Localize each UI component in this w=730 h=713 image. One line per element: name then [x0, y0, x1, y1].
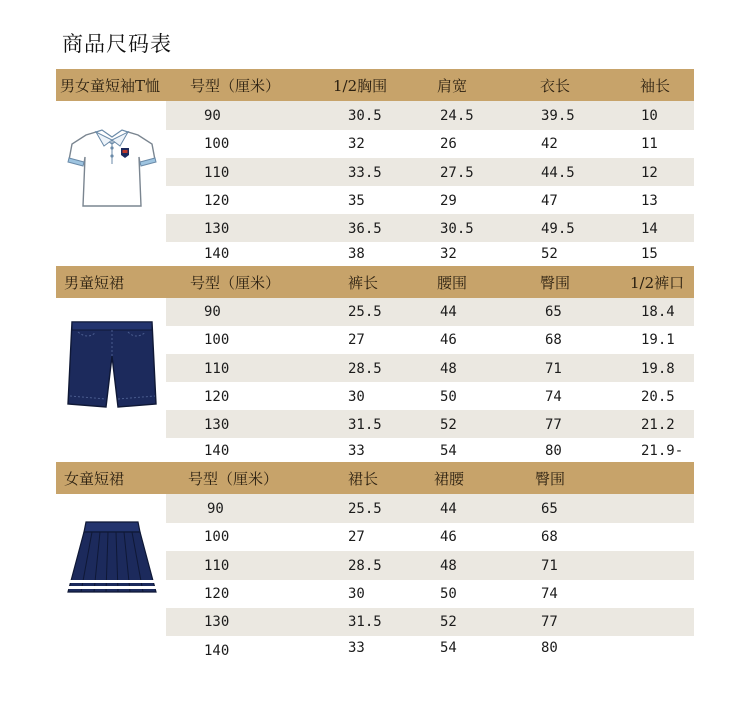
- table-cell: 35: [348, 193, 365, 209]
- table-cell: 12: [641, 165, 658, 181]
- table-cell: 54: [440, 443, 457, 459]
- table-cell: 30: [348, 389, 365, 405]
- table-cell: 110: [204, 361, 230, 377]
- table-cell: 20.5: [641, 389, 675, 405]
- table-cell: 32: [440, 246, 457, 262]
- table-cell: 33: [348, 640, 365, 656]
- table-cell: 110: [204, 558, 230, 574]
- row-band: [166, 410, 694, 438]
- table-cell: 90: [207, 501, 224, 517]
- column-header: 1/2胸围: [333, 77, 388, 95]
- column-header: 臀围: [535, 470, 566, 488]
- table-cell: 27: [348, 332, 365, 348]
- table-cell: 52: [440, 417, 457, 433]
- table-cell: 39.5: [541, 108, 575, 124]
- table-cell: 11: [641, 136, 658, 152]
- column-header: 臀围: [540, 274, 571, 292]
- table-cell: 25.5: [348, 304, 382, 320]
- table-cell: 52: [440, 614, 457, 630]
- table-cell: 21.9-: [641, 443, 684, 459]
- row-band: [166, 214, 694, 242]
- column-header: 裙腰: [434, 470, 465, 488]
- table-cell: 44.5: [541, 165, 575, 181]
- row-band: [166, 494, 694, 523]
- table-cell: 54: [440, 640, 457, 656]
- row-band: [166, 158, 694, 186]
- section-header-tshirt: [56, 69, 694, 101]
- column-header: 号型（厘米）: [190, 274, 281, 292]
- table-cell: 140: [204, 443, 230, 459]
- table-cell: 65: [541, 501, 558, 517]
- column-header: 袖长: [640, 77, 671, 95]
- section-name: 男童短裙: [64, 274, 125, 292]
- table-cell: 68: [545, 332, 562, 348]
- table-cell: 44: [440, 304, 457, 320]
- table-cell: 130: [204, 221, 230, 237]
- table-cell: 77: [541, 614, 558, 630]
- table-cell: 27.5: [440, 165, 474, 181]
- polo-shirt-icon: [66, 124, 158, 210]
- row-band: [166, 354, 694, 382]
- pleated-skirt-icon: [64, 518, 160, 598]
- table-cell: 30: [348, 586, 365, 602]
- table-cell: 15: [641, 246, 658, 262]
- table-cell: 80: [541, 640, 558, 656]
- table-cell: 74: [545, 389, 562, 405]
- shorts-icon: [66, 318, 158, 410]
- table-cell: 28.5: [348, 558, 382, 574]
- table-cell: 42: [541, 136, 558, 152]
- table-cell: 31.5: [348, 417, 382, 433]
- table-cell: 47: [541, 193, 558, 209]
- table-cell: 65: [545, 304, 562, 320]
- row-band: [166, 551, 694, 580]
- table-cell: 27: [348, 529, 365, 545]
- table-cell: 50: [440, 389, 457, 405]
- table-cell: 130: [204, 614, 230, 630]
- table-cell: 10: [641, 108, 658, 124]
- table-cell: 38: [348, 246, 365, 262]
- table-cell: 29: [440, 193, 457, 209]
- column-header: 衣长: [540, 77, 571, 95]
- table-cell: 100: [204, 332, 230, 348]
- table-cell: 36.5: [348, 221, 382, 237]
- table-cell: 19.8: [641, 361, 675, 377]
- column-header: 裙长: [348, 470, 379, 488]
- table-cell: 120: [204, 193, 230, 209]
- row-band: [166, 608, 694, 636]
- column-header: 号型（厘米）: [188, 470, 279, 488]
- section-name: 男女童短袖T恤: [60, 77, 161, 95]
- table-cell: 110: [204, 165, 230, 181]
- table-cell: 71: [545, 361, 562, 377]
- section-header-girls-skirt: [56, 462, 694, 494]
- table-cell: 80: [545, 443, 562, 459]
- table-cell: 77: [545, 417, 562, 433]
- column-header: 裤长: [348, 274, 379, 292]
- table-cell: 68: [541, 529, 558, 545]
- table-cell: 18.4: [641, 304, 675, 320]
- page-title: 商品尺码表: [62, 32, 172, 56]
- table-cell: 49.5: [541, 221, 575, 237]
- table-cell: 26: [440, 136, 457, 152]
- table-cell: 46: [440, 332, 457, 348]
- table-cell: 90: [204, 108, 221, 124]
- column-header: 1/2裤口: [630, 274, 685, 292]
- table-cell: 31.5: [348, 614, 382, 630]
- column-header: 腰围: [437, 274, 468, 292]
- table-cell: 120: [204, 586, 230, 602]
- table-cell: 19.1: [641, 332, 675, 348]
- row-band: [166, 101, 694, 130]
- table-cell: 52: [541, 246, 558, 262]
- table-cell: 100: [204, 529, 230, 545]
- table-cell: 74: [541, 586, 558, 602]
- table-cell: 28.5: [348, 361, 382, 377]
- table-cell: 21.2: [641, 417, 675, 433]
- table-cell: 90: [204, 304, 221, 320]
- table-cell: 30.5: [348, 108, 382, 124]
- table-cell: 46: [440, 529, 457, 545]
- table-cell: 25.5: [348, 501, 382, 517]
- column-header: 号型（厘米）: [190, 77, 281, 95]
- table-cell: 48: [440, 361, 457, 377]
- row-band: [166, 298, 694, 326]
- table-cell: 100: [204, 136, 230, 152]
- table-cell: 33: [348, 443, 365, 459]
- section-name: 女童短裙: [64, 470, 125, 488]
- column-header: 肩宽: [437, 77, 468, 95]
- table-cell: 140: [204, 643, 230, 659]
- table-cell: 14: [641, 221, 658, 237]
- table-cell: 140: [204, 246, 230, 262]
- table-cell: 33.5: [348, 165, 382, 181]
- table-cell: 50: [440, 586, 457, 602]
- table-cell: 44: [440, 501, 457, 517]
- table-cell: 30.5: [440, 221, 474, 237]
- table-cell: 71: [541, 558, 558, 574]
- table-cell: 48: [440, 558, 457, 574]
- table-cell: 13: [641, 193, 658, 209]
- table-cell: 24.5: [440, 108, 474, 124]
- table-cell: 130: [204, 417, 230, 433]
- table-cell: 32: [348, 136, 365, 152]
- section-header-boys-shorts: [56, 266, 694, 298]
- table-cell: 120: [204, 389, 230, 405]
